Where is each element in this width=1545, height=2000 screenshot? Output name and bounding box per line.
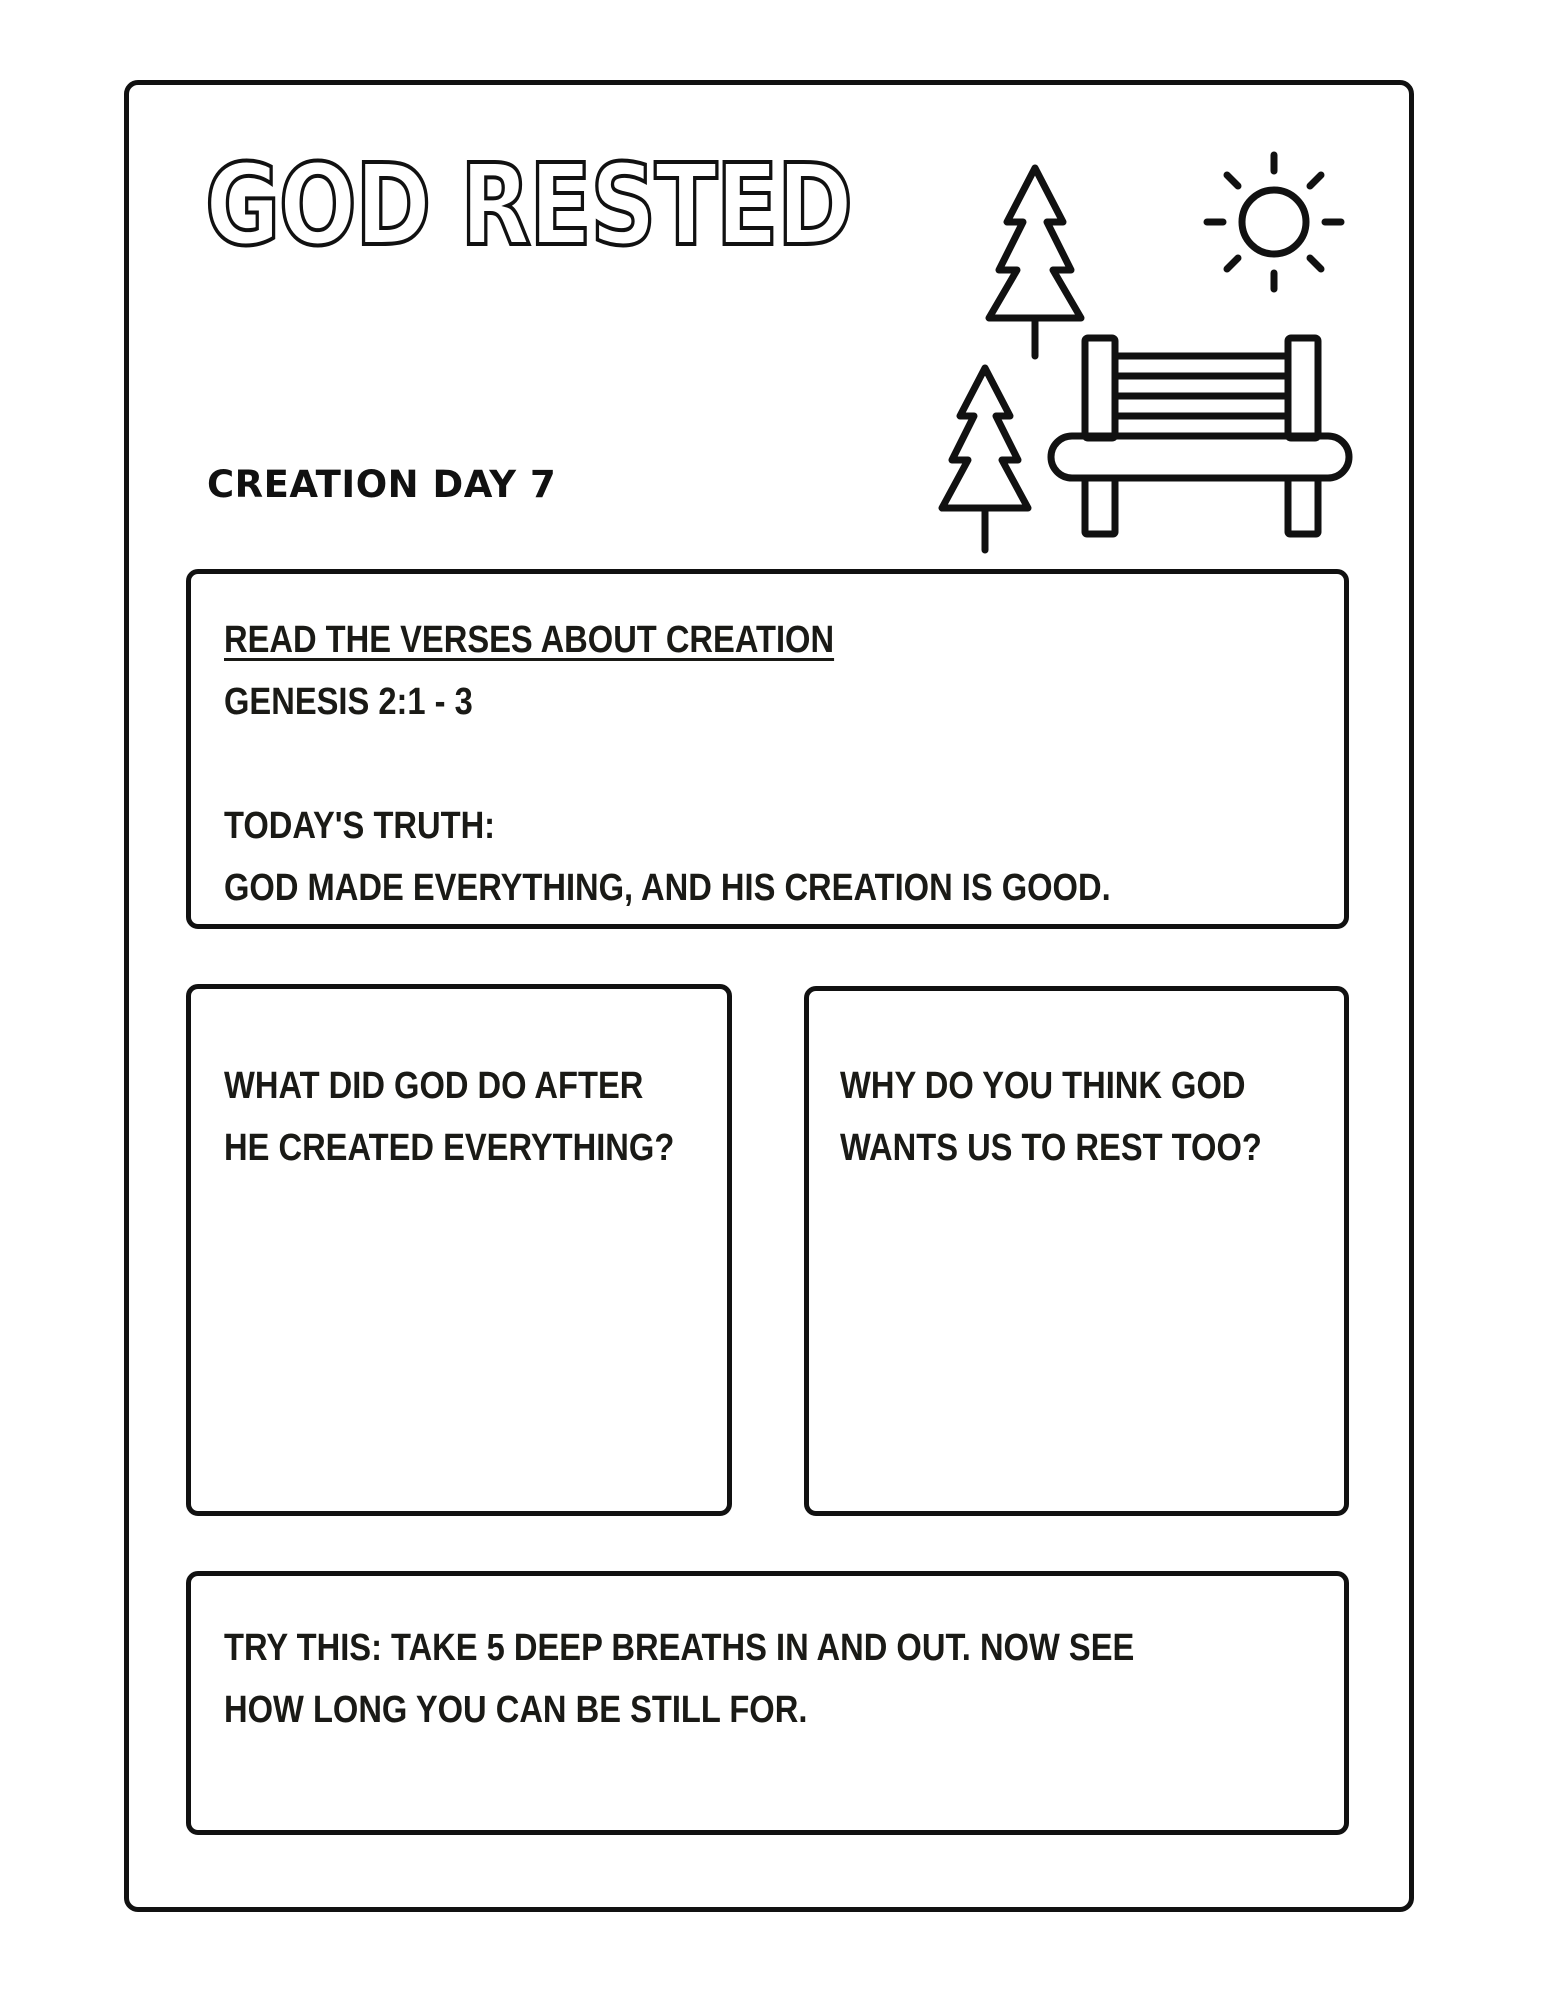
worksheet-title: GOD RESTED [205, 141, 852, 271]
question-right-line1: WHY DO YOU THINK GOD [840, 1065, 1246, 1107]
verses-heading: READ THE VERSES ABOUT CREATION [224, 619, 835, 661]
activity-line2: HOW LONG YOU CAN BE STILL FOR. [224, 1689, 808, 1731]
verse-reference: GENESIS 2:1 - 3 [224, 681, 473, 723]
truth-label: TODAY'S TRUTH: [224, 805, 496, 847]
question-left-line2: HE CREATED EVERYTHING? [224, 1127, 675, 1169]
bench-icon [1045, 332, 1355, 542]
activity-line1: TRY THIS: TAKE 5 DEEP BREATHS IN AND OUT. NOW SEE [224, 1627, 1135, 1669]
tall-tree-icon [975, 160, 1095, 360]
sun-icon [1199, 147, 1349, 297]
small-tree-icon [930, 360, 1040, 560]
worksheet-subtitle: CREATION DAY 7 [207, 463, 557, 506]
question-right-line2: WANTS US TO REST TOO? [840, 1127, 1262, 1169]
truth-text: GOD MADE EVERYTHING, AND HIS CREATION IS GOOD. [224, 867, 1111, 909]
question-left-line1: WHAT DID GOD DO AFTER [224, 1065, 644, 1107]
